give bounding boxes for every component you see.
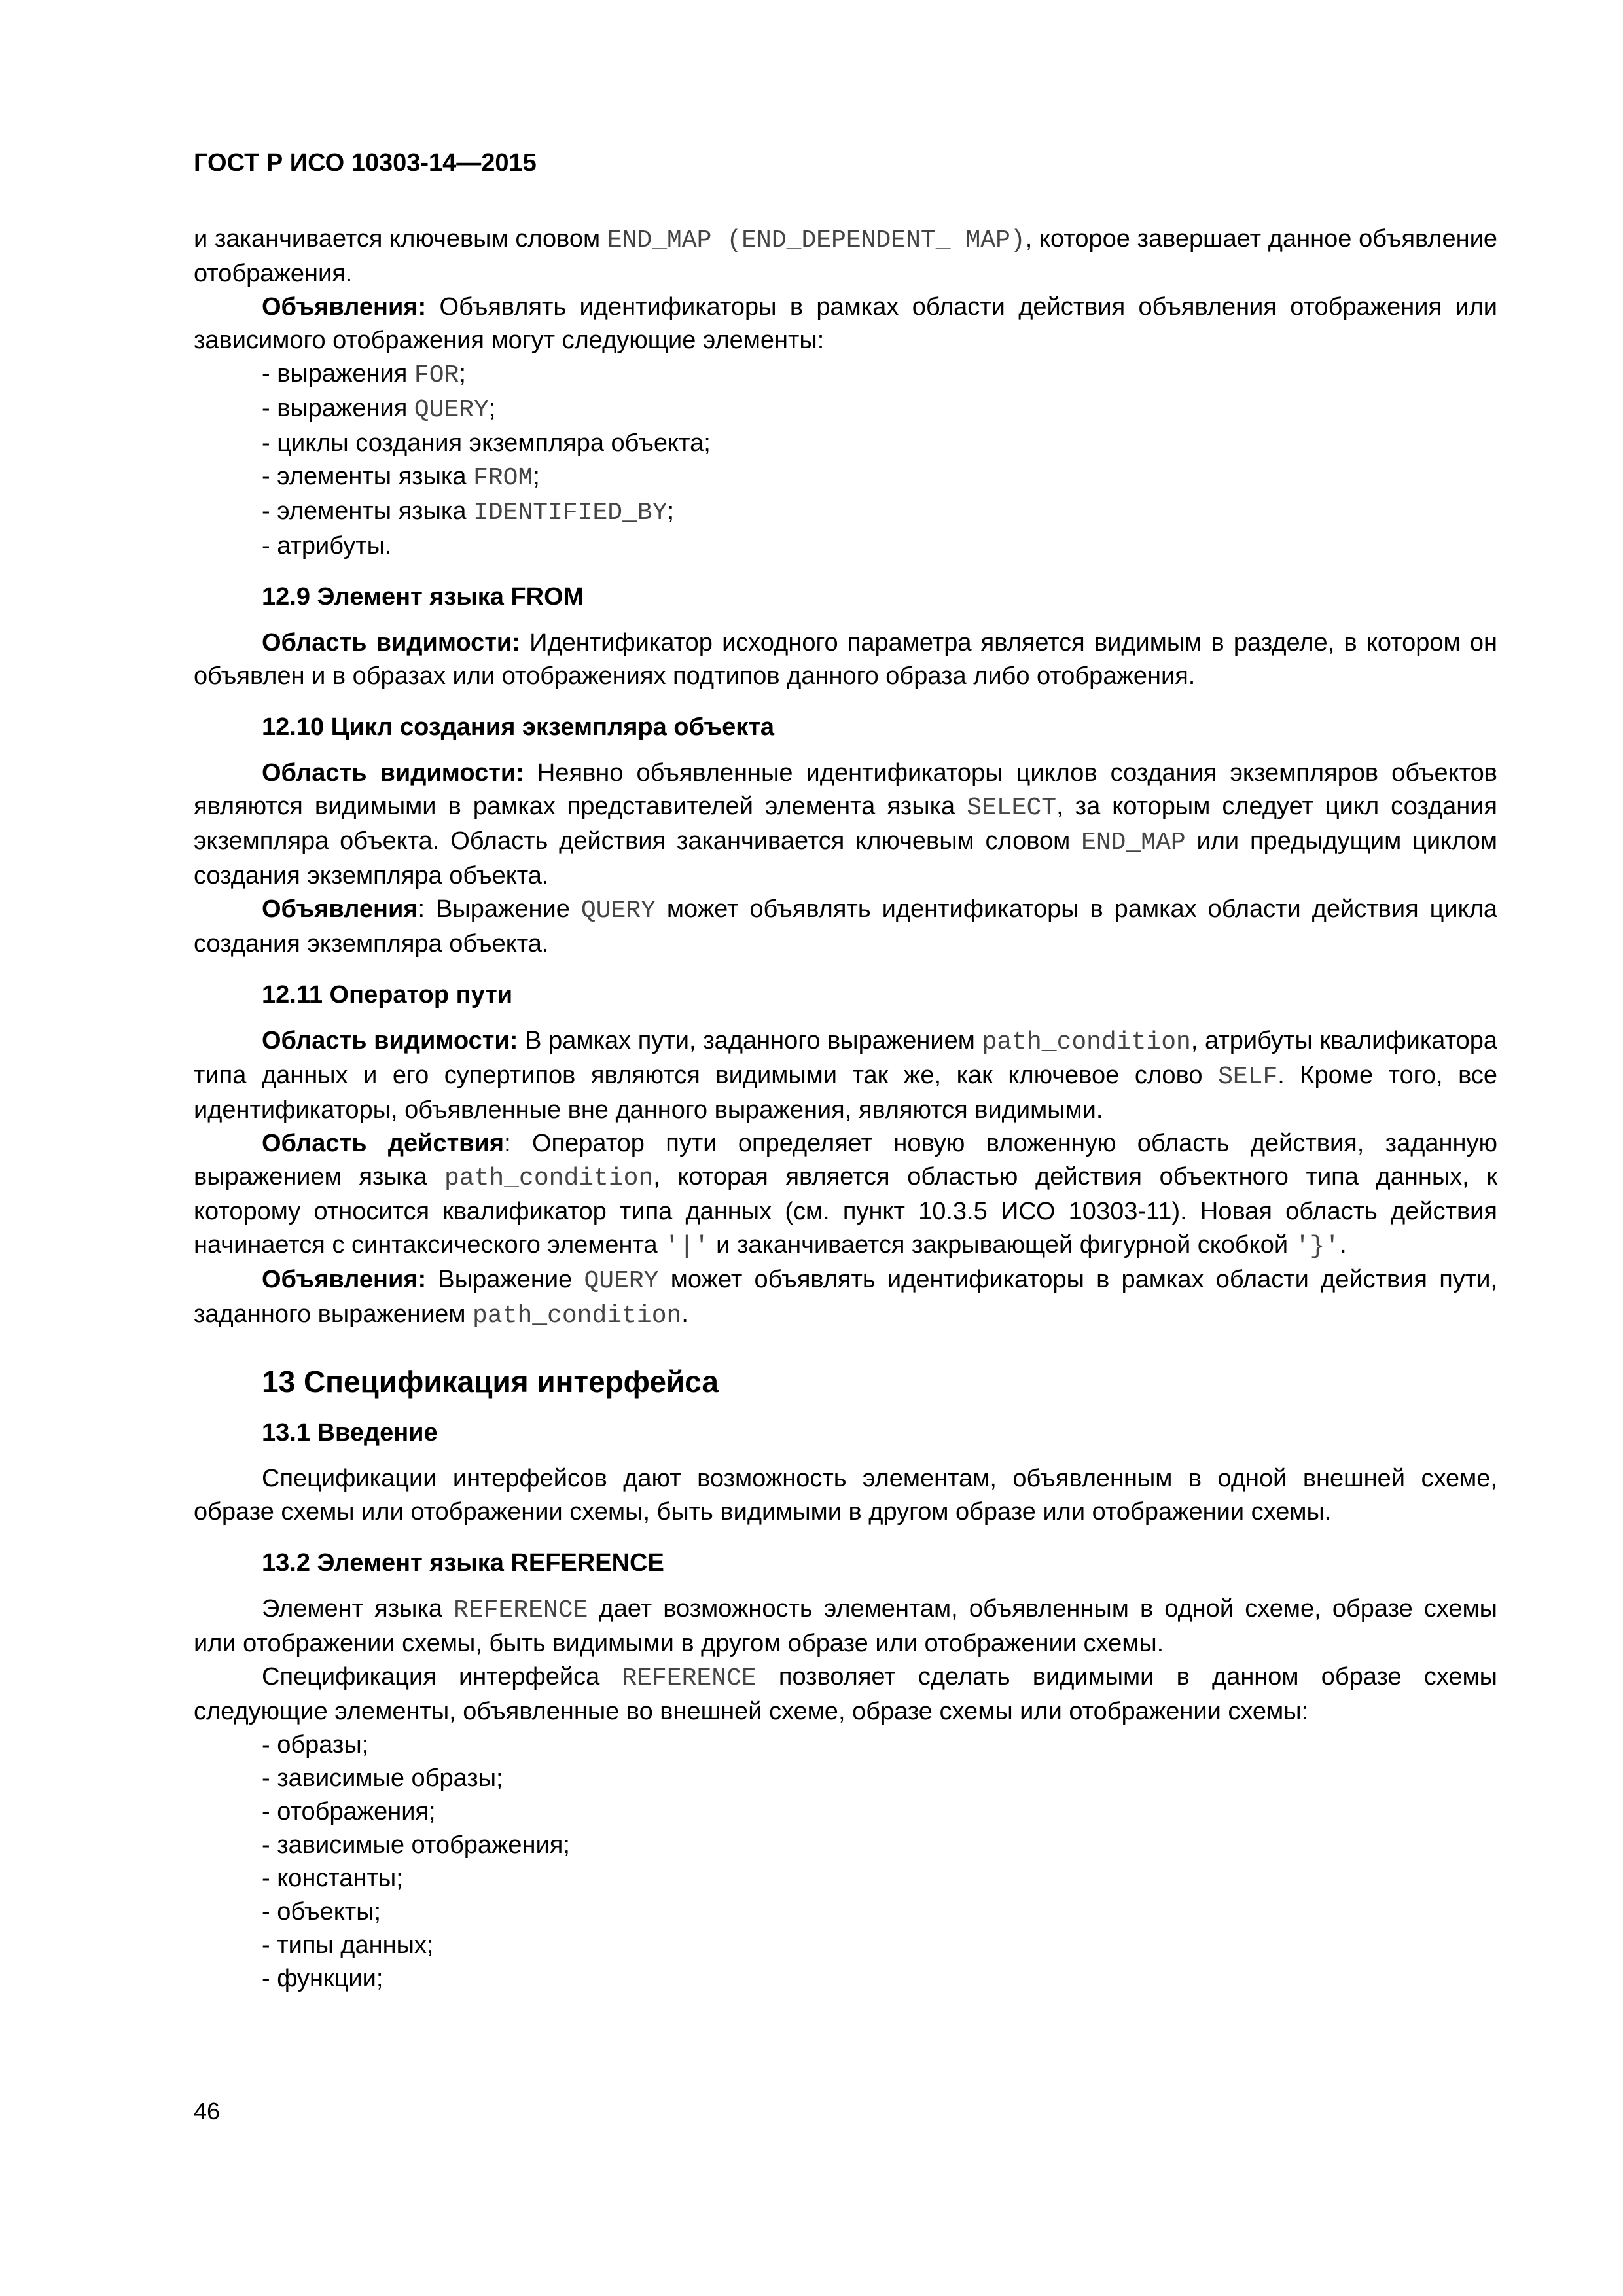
list-item: - типы данных; bbox=[262, 1931, 434, 1959]
list-item: - объекты; bbox=[262, 1898, 382, 1926]
list-item: - выражения FOR; bbox=[262, 360, 466, 389]
paragraph: Элемент языка REFERENCE дает возможность элементам, объявленным в одной схеме, образе схемы или отображении схемы, быть видимыми в другом образе или отображении схемы. bbox=[194, 1595, 1497, 1657]
paragraph: Объявления: Выражение QUERY может объявлять идентификаторы в рамках области действия пути, заданного выражением path_condition. bbox=[194, 1266, 1497, 1330]
list-item: - зависимые отображения; bbox=[262, 1831, 570, 1859]
paragraph: Спецификация интерфейса REFERENCE позволяет сделать видимыми в данном образе схемы следующие элементы, объявленные во внешней схеме, образе схемы или отображении схемы: bbox=[194, 1663, 1497, 1725]
paragraph: Область действия: Оператор пути определяет новую вложенную область действия, заданную выражением языка path_condition, которая является областью действия объектного типа данных, к которому относится квалификатор типа данных (см. пункт 10.3.5 ИСО 10303-11). Новая область действия начинается с синтаксического элемента '|' и заканчивается закрывающей фигурной скобкой '}'. bbox=[194, 1130, 1497, 1261]
section-heading-12-11: 12.11 Оператор пути bbox=[262, 981, 513, 1009]
paragraph: Область видимости: Идентификатор исходного параметра является видимым в разделе, в котором он объявлен и в образах или отображениях подтипов данного образа либо отображения. bbox=[194, 629, 1497, 690]
paragraph: Объявления: Выражение QUERY может объявлять идентификаторы в рамках области действия цикла создания экземпляра объекта. bbox=[194, 895, 1498, 958]
list-item: - атрибуты. bbox=[262, 532, 392, 560]
section-heading-12-9: 12.9 Элемент языка FROM bbox=[262, 583, 584, 611]
list-item: - выражения QUERY; bbox=[262, 395, 496, 424]
list-item: - функции; bbox=[262, 1965, 383, 1992]
paragraph: Область видимости: В рамках пути, заданного выражением path_condition, атрибуты квалификатора типа данных и его супертипов являются видимыми так же, как ключевое слово SELF. Кроме того, все идентификаторы, объявленные вне данного выражения, являются видимыми. bbox=[194, 1027, 1497, 1124]
list-item: - элементы языка FROM; bbox=[262, 463, 540, 492]
list-item: - элементы языка IDENTIFIED_BY; bbox=[262, 497, 675, 527]
section-heading-13: 13 Спецификация интерфейса bbox=[262, 1365, 719, 1399]
list-item: - циклы создания экземпляра объекта; bbox=[262, 429, 711, 457]
page-body bbox=[194, 223, 1497, 1996]
paragraph: и заканчивается ключевым словом END_MAP (END_DEPENDENT_ MAP), которое завершает данное объявление отображения. bbox=[194, 225, 1498, 287]
list-item: - отображения; bbox=[262, 1798, 436, 1825]
section-heading-12-10: 12.10 Цикл создания экземпляра объекта bbox=[262, 713, 775, 741]
list-item: - зависимые образы; bbox=[262, 1765, 503, 1792]
paragraph-declarations: Объявления: Объявлять идентификаторы в рамках области действия объявления отображения или зависимого отображения могут следующие элементы: bbox=[194, 293, 1497, 354]
list-item: - константы; bbox=[262, 1865, 403, 1892]
document-header: ГОСТ Р ИСО 10303-14—2015 bbox=[194, 149, 537, 177]
page-number: 46 bbox=[194, 2098, 221, 2125]
paragraph: Область видимости: Неявно объявленные идентификаторы циклов создания экземпляров объектов являются видимыми в рамках представителей элемента языка SELECT, за которым следует цикл создания экземпляра объекта. Область действия заканчивается ключевым словом END_MAP или предыдущим циклом создания экземпляра объекта. bbox=[194, 759, 1497, 889]
section-heading-13-2: 13.2 Элемент языка REFERENCE bbox=[262, 1549, 664, 1577]
list-item: - образы; bbox=[262, 1731, 369, 1759]
section-heading-13-1: 13.1 Введение bbox=[262, 1419, 438, 1446]
paragraph: Спецификации интерфейсов дают возможность элементам, объявленным в одной внешней схеме, образе схемы или отображении схемы, быть видимыми в другом образе или отображении схемы. bbox=[194, 1465, 1497, 1526]
